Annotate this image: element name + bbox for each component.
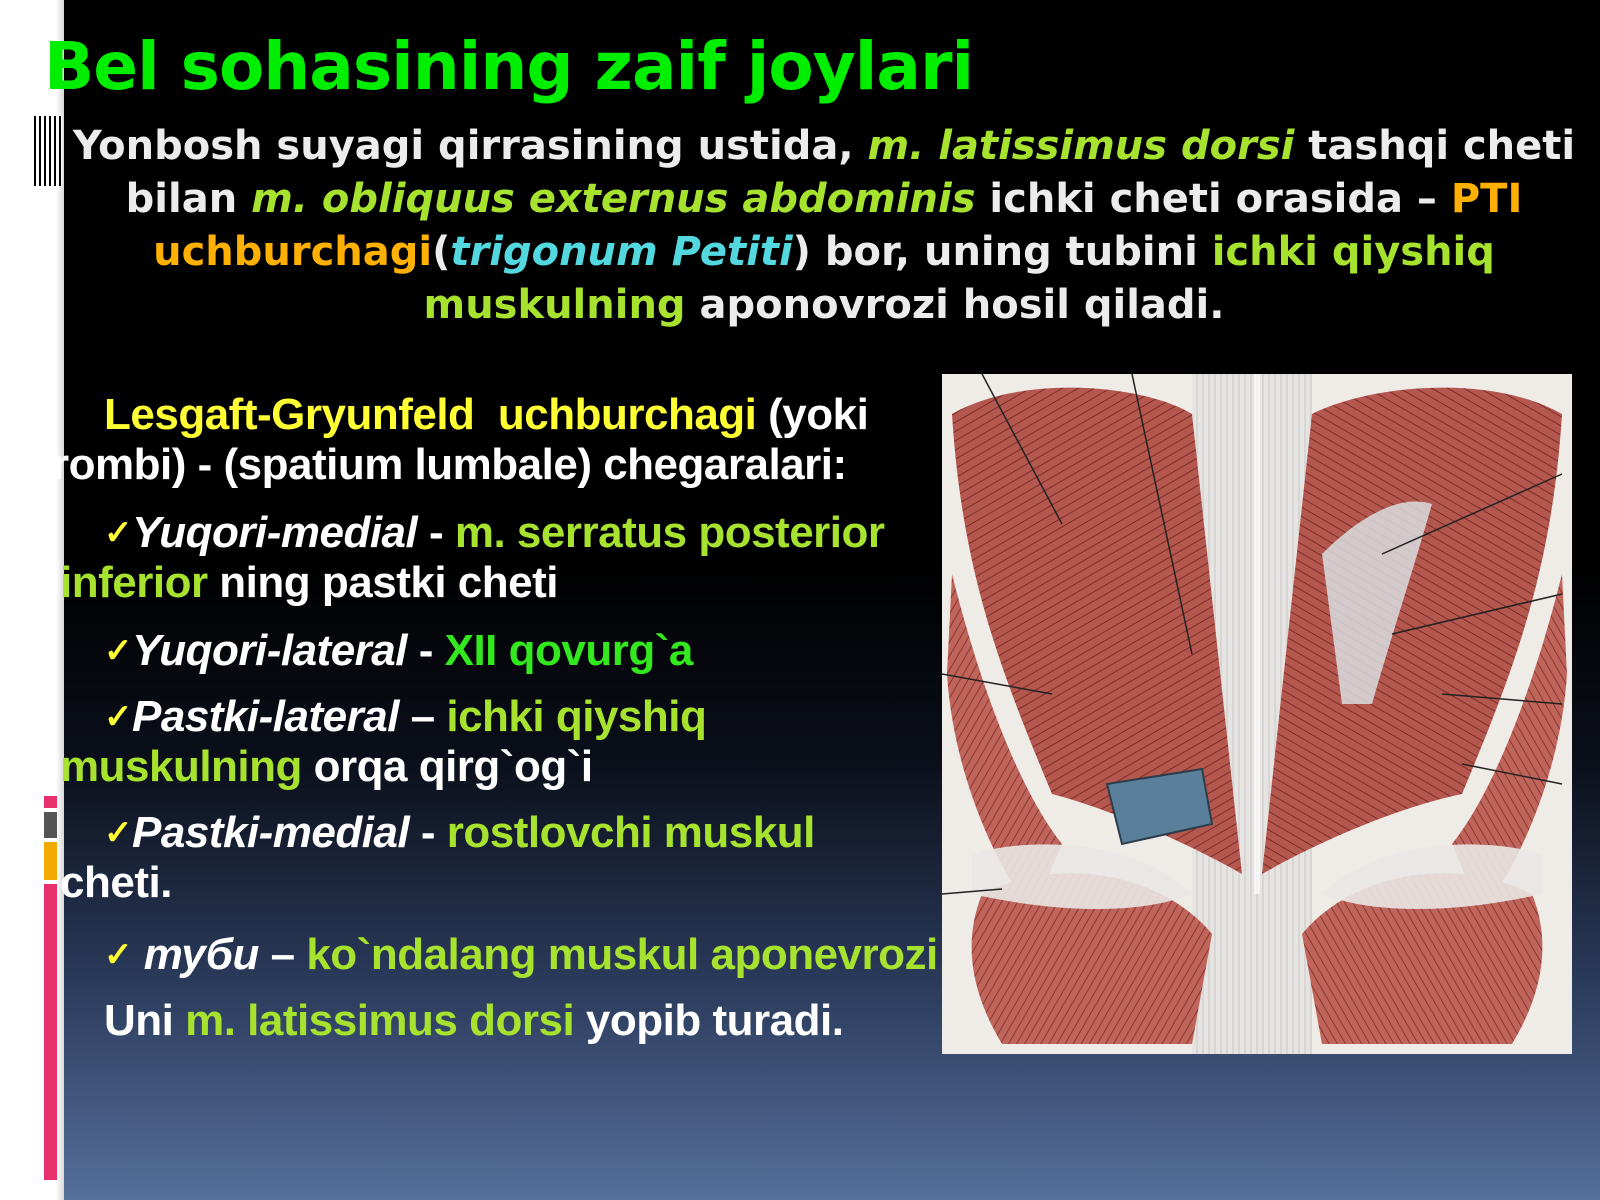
lesgaft-heading: Lesgaft-Gryunfeld uchburchagi (yoki rombi) - (spatium lumbale) chegaralari:	[52, 390, 869, 489]
accent-pink-top	[44, 796, 57, 808]
slide-title: Bel sohasining zaif joylari	[44, 28, 974, 105]
check-icon: ✓	[104, 514, 132, 552]
list-item: ✓ туби – ko`ndalang muskul aponevrozi	[104, 930, 938, 979]
back-muscles-drawing	[942, 374, 1572, 1054]
check-icon: ✓	[104, 814, 132, 852]
check-icon: ✓	[104, 936, 132, 974]
list-item: ✓Yuqori-medial - m. serratus posterior inferior ning pastki cheti	[60, 508, 885, 607]
accent-gray	[44, 812, 57, 838]
accent-orange	[44, 842, 57, 880]
list-item: ✓Yuqori-lateral - XII qovurg`a	[104, 626, 693, 675]
accent-pink	[44, 884, 57, 1180]
list-item: ✓Pastki-lateral – ichki qiyshiq muskulning orqa qirg`og`i	[60, 692, 707, 791]
intro-paragraph: Yonbosh suyagi qirrasining ustida, m. latissimus dorsi tashqi cheti bilan m. obliquus externus abdominis ichki cheti orasida – PTI uchburchagi(trigonum Petiti) bor, uning tubini ichki qiyshiq muskulning aponovrozi hosil qiladi.	[72, 123, 1576, 328]
check-icon: ✓	[104, 632, 132, 670]
lesgaft-name2: uchburchagi	[497, 390, 757, 439]
lesgaft-name: Lesgaft-Gryunfeld	[104, 390, 475, 439]
check-icon: ✓	[104, 698, 132, 736]
list-item: ✓Pastki-medial - rostlovchi muskul cheti.	[60, 808, 815, 907]
anatomy-illustration	[942, 374, 1572, 1054]
barcode-decor	[34, 116, 62, 186]
closing-line: Uni m. latissimus dorsi yopib turadi.	[104, 996, 844, 1045]
